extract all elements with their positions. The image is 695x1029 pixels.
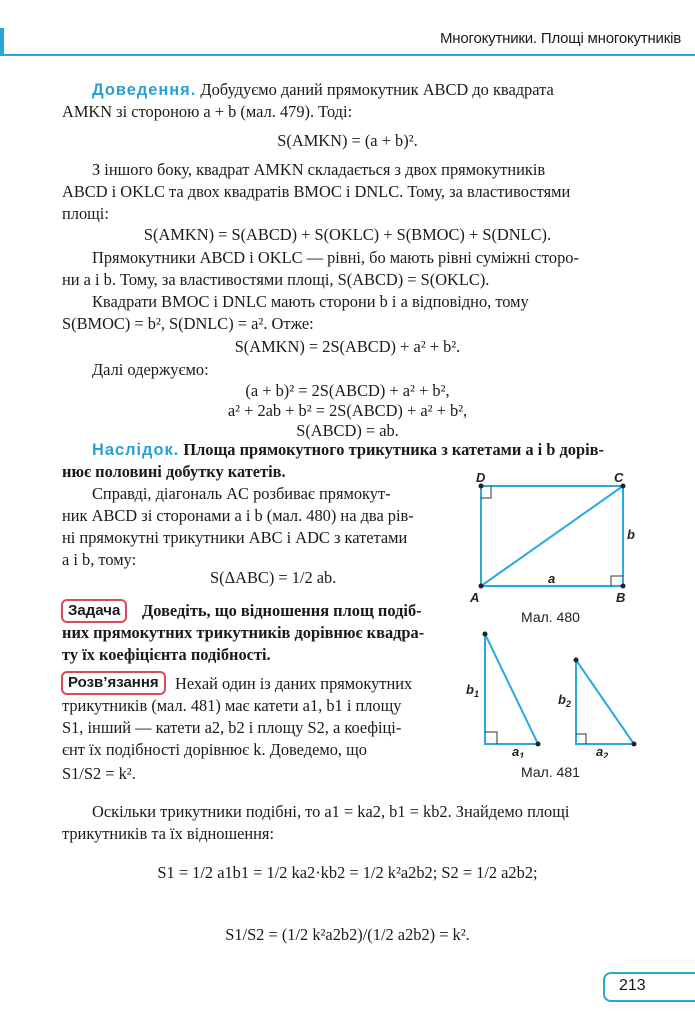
vertex-2-top (574, 658, 579, 663)
header-left-bar (0, 28, 4, 56)
task-line-1: Доведіть, що відношення площ подіб- (142, 601, 422, 620)
task-line-3: ту їх коефіцієнта подібності. (62, 645, 271, 664)
vertex-1-top (483, 632, 488, 637)
corollary-line-3: Справді, діагональ AC розбиває прямокут- (92, 484, 391, 503)
proof-formula-5: a² + 2ab + b² = 2S(ABCD) + a² + b², (227, 401, 468, 420)
corollary-line-5: ні прямокутні трикутники ABC і ADC з катетами (62, 528, 408, 547)
proof-line-2: AMKN зі стороною a + b (мал. 479). Тоді: (62, 102, 353, 121)
label-a: A (470, 590, 480, 605)
solution-formula-1: S1/S2 = k². (62, 764, 136, 783)
vertex-2-right (632, 742, 637, 747)
header-rule (0, 54, 695, 56)
page-number-box (603, 972, 695, 1002)
right-angle-mark-1 (485, 732, 497, 744)
proof-line-4: ABCD і OKLC та двох квадратів BMOC і DNLC. Тому, за властивостями (62, 182, 571, 201)
solution-line-2: трикутників (мал. 481) має катети a1, b1 і площу (62, 696, 402, 715)
solution-line-3: S1, інший — катети a2, b2 і площу S2, а коефіці- (62, 718, 402, 737)
label-b1: $b_1$ (466, 682, 479, 699)
figure-481 (462, 628, 647, 758)
point-b (621, 584, 626, 589)
solution-line-4: єнт їх подібності дорівнює k. Доведемо, що (62, 740, 367, 759)
triangle-2 (576, 660, 634, 744)
task-line-2: них прямокутних трикутників дорівнює квадра- (62, 623, 425, 642)
corollary-formula: S(ΔABC) = 1/2 ab. (210, 568, 337, 587)
running-header (0, 28, 695, 56)
proof-line-8: Квадрати BMOC і DNLC мають сторони b і a відповідно, тому (92, 292, 529, 311)
right-angle-mark-2 (576, 734, 586, 744)
label-side-b: b (627, 527, 635, 542)
proof-formula-4: (a + b)² = 2S(ABCD) + a² + b², (245, 381, 450, 400)
triangle-1 (485, 634, 538, 744)
page-number: 213 (619, 977, 646, 994)
proof-formula-2: S(AMKN) = S(ABCD) + S(OKLC) + S(BMOC) + S(DNLC). (143, 225, 552, 244)
figure-480-caption: Мал. 480 (521, 609, 580, 625)
label-b2: $b_2$ (558, 692, 571, 709)
label-a2: $a_2$ (596, 744, 609, 758)
corollary-line-4: ник ABCD зі сторонами a і b (мал. 480) на два рів- (62, 506, 414, 525)
corollary-label: Наслідок. (92, 441, 180, 459)
proof-line-9: S(BMOC) = b², S(DNLC) = a². Отже: (62, 314, 314, 333)
corollary-line-6: a і b, тому: (62, 550, 137, 569)
proof-line-5: площі: (62, 204, 109, 223)
label-c: C (614, 470, 624, 485)
figure-481-caption: Мал. 481 (521, 764, 580, 780)
corollary-line-1: Наслідок. Площа прямокутного трикутника з катетами a і b дорів- (92, 440, 604, 459)
label-b: B (616, 590, 626, 605)
label-d: D (476, 470, 486, 485)
solution-tag: Розв’язання (61, 671, 166, 695)
label-side-a: a (548, 571, 556, 586)
proof-label: Доведення. (92, 81, 197, 99)
proof-formula-3: S(AMKN) = 2S(ABCD) + a² + b². (234, 337, 461, 356)
task-tag: Задача (61, 599, 127, 623)
proof-line-6: Прямокутники ABCD і OKLC — рівні, бо мають рівні суміжні сторо- (92, 248, 579, 267)
solution-line-6: трикутників та їх відношення: (62, 824, 275, 843)
solution-line-5: Оскільки трикутники подібні, то a1 = ka2, b1 = kb2. Знайдемо площі (92, 802, 570, 821)
proof-formula-1: S(AMKN) = (a + b)². (277, 131, 418, 150)
corollary-line-2: нює половині добутку катетів. (62, 462, 286, 481)
proof-line-10: Далі одержуємо: (92, 360, 209, 379)
point-a (479, 584, 484, 589)
solution-formula-2: S1 = 1/2 a1b1 = 1/2 ka2·kb2 = 1/2 k²a2b2; S2 = 1/2 a2b2; (157, 863, 538, 882)
figure-480 (460, 470, 640, 605)
proof-line-3: З іншого боку, квадрат AMKN складається з двох прямокутників (92, 160, 546, 179)
solution-line-1: Нехай один із даних прямокутних (175, 674, 413, 693)
proof-line-7: ни a і b. Тому, за властивостями площі, S(ABCD) = S(OKLC). (62, 270, 490, 289)
header-title: Многокутники. Площі многокутників (440, 30, 681, 47)
solution-formula-3: S1/S2 = (1/2 k²a2b2)/(1/2 a2b2) = k². (225, 925, 470, 944)
vertex-1-right (536, 742, 541, 747)
label-a1: $a_1$ (512, 744, 525, 758)
proof-formula-6: S(ABCD) = ab. (296, 421, 399, 440)
proof-line-1: Доведення. Добудуємо даний прямокутник ABCD до квадрата (92, 80, 554, 99)
